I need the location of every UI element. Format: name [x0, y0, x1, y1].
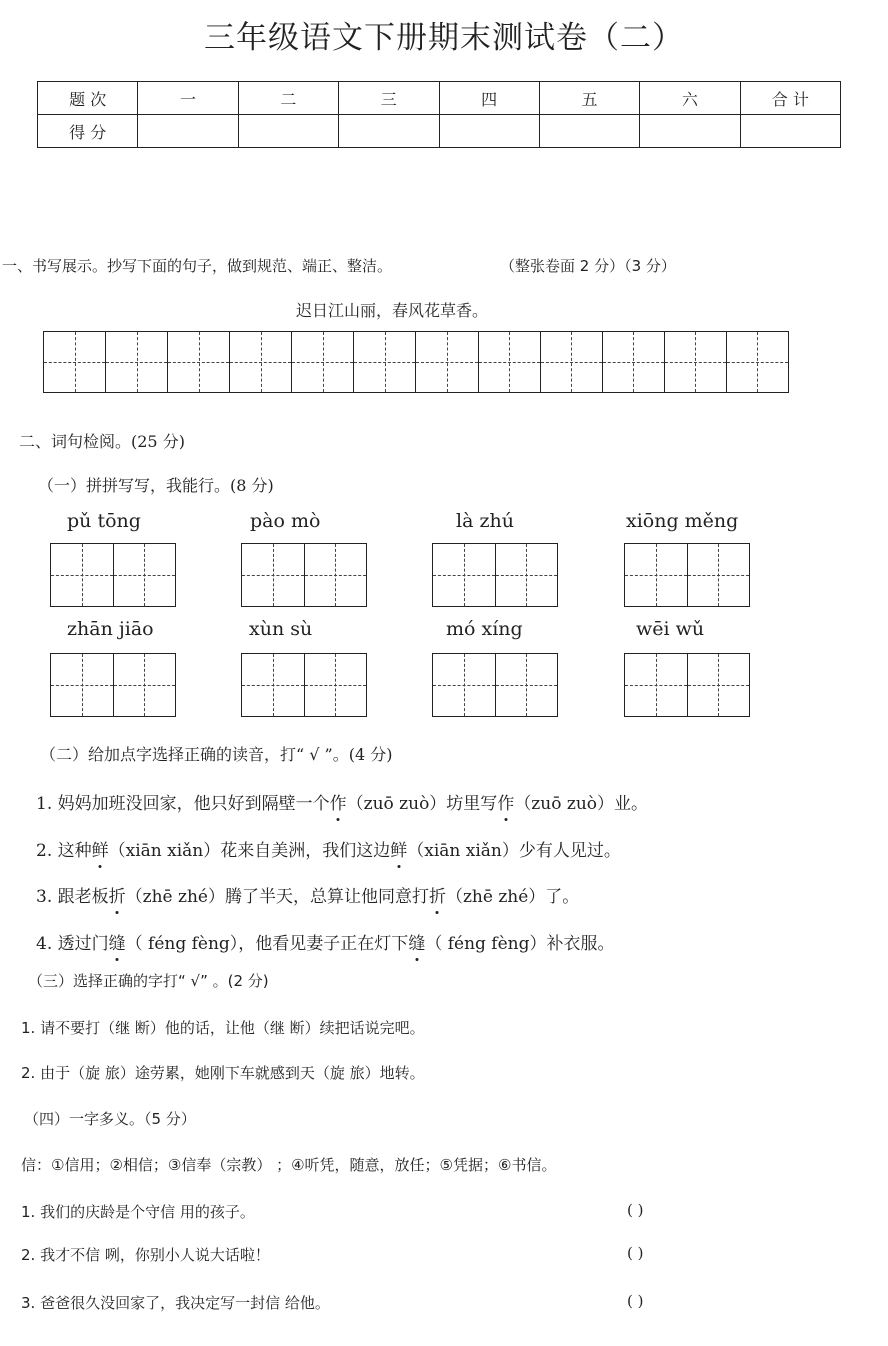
dotted-char: 作 — [329, 794, 347, 814]
score-row-label: 得 分 — [38, 115, 138, 148]
score-cell[interactable] — [138, 115, 238, 148]
answer-parens[interactable]: ( ) — [627, 1244, 644, 1262]
meaning-item: 2. 我才不信 咧，你别小人说大话啦！ — [21, 1246, 270, 1264]
pinyin-label: xiōng měng — [626, 510, 739, 532]
pinyin-label: mó xíng — [446, 618, 523, 640]
section1-points: （整张卷面 2 分）（3 分） — [500, 257, 676, 275]
meaning-item: 1. 我们的庆龄是个守信 用的孩子。 — [21, 1203, 255, 1221]
pinyin-label: pǔ tōng — [67, 510, 141, 532]
grid-cell[interactable] — [292, 332, 354, 392]
dotted-char: 缝 — [108, 934, 126, 954]
score-cell[interactable] — [640, 115, 740, 148]
score-header-cell: 二 — [238, 82, 338, 115]
part3-heading: （三）选择正确的字打“ √” 。(2 分) — [28, 972, 269, 990]
part4-heading: （四）一字多义。（5 分） — [24, 1110, 196, 1128]
pinyin-label: pào mò — [250, 510, 321, 532]
writing-grid[interactable] — [43, 331, 789, 393]
score-cell[interactable] — [740, 115, 840, 148]
score-cell[interactable] — [539, 115, 639, 148]
score-cell[interactable] — [339, 115, 439, 148]
pinyin-label: là zhú — [456, 510, 514, 532]
pronunciation-item: 4. 透过门缝（ féng fèng），他看见妻子正在灯下缝（ féng fèng）补衣服。 — [36, 934, 615, 954]
score-header-cell: 五 — [539, 82, 639, 115]
score-table-score-row — [38, 115, 841, 148]
copy-sentence: 迟日江山丽，春风花草香。 — [296, 301, 489, 320]
answer-box[interactable] — [241, 653, 367, 717]
grid-cell[interactable] — [354, 332, 416, 392]
section2-heading: 二、词句检阅。(25 分) — [19, 432, 185, 451]
score-header-cell: 四 — [439, 82, 539, 115]
pronunciation-item: 2. 这种鲜（xiān xiǎn）花来自美洲，我们这边鲜（xiān xiǎn）少有人见过。 — [36, 841, 621, 861]
grid-cell[interactable] — [44, 332, 106, 392]
grid-cell[interactable] — [479, 332, 541, 392]
char-choice-item: 1. 请不要打（继 断）他的话，让他（继 断）续把话说完吧。 — [21, 1019, 425, 1037]
score-header-cell: 三 — [339, 82, 439, 115]
score-header-cell: 题 次 — [38, 82, 138, 115]
grid-cell[interactable] — [727, 332, 788, 392]
answer-box[interactable] — [432, 653, 558, 717]
grid-cell[interactable] — [416, 332, 478, 392]
answer-box[interactable] — [624, 543, 750, 607]
part1-heading: （一）拼拼写写，我能行。(8 分) — [38, 476, 274, 495]
dotted-char: 缝 — [408, 934, 426, 954]
score-header-cell: 合 计 — [740, 82, 840, 115]
grid-cell[interactable] — [230, 332, 292, 392]
answer-parens[interactable]: ( ) — [627, 1201, 644, 1219]
page-title: 三年级语文下册期末测试卷（二） — [204, 20, 684, 56]
pinyin-label: wēi wǔ — [636, 618, 705, 640]
dotted-char: 鲜 — [390, 841, 408, 861]
grid-cell[interactable] — [541, 332, 603, 392]
score-header-cell: 六 — [640, 82, 740, 115]
pronunciation-item: 3. 跟老板折（zhē zhé）腾了半天，总算让他同意打折（zhē zhé）了。 — [36, 887, 580, 907]
grid-cell[interactable] — [168, 332, 230, 392]
grid-cell[interactable] — [106, 332, 168, 392]
section1-heading: 一、书写展示。抄写下面的句子，做到规范、端正、整洁。 — [2, 257, 393, 275]
dotted-char: 折 — [428, 887, 446, 907]
meanings-list: 信：①信用；②相信；③信奉（宗教） ；④听凭，随意，放任；⑤凭据；⑥书信。 — [21, 1156, 557, 1174]
pinyin-label: zhān jiāo — [67, 618, 154, 640]
grid-cell[interactable] — [603, 332, 665, 392]
score-cell[interactable] — [238, 115, 338, 148]
pinyin-label: xùn sù — [249, 618, 313, 640]
score-table-header-row — [38, 82, 841, 115]
dotted-char: 鲜 — [91, 841, 109, 861]
score-table — [37, 81, 841, 148]
answer-box[interactable] — [50, 653, 176, 717]
dotted-char: 作 — [497, 794, 515, 814]
score-header-cell: 一 — [138, 82, 238, 115]
answer-box[interactable] — [241, 543, 367, 607]
dotted-char: 折 — [108, 887, 126, 907]
char-choice-item: 2. 由于（旋 旅）途劳累，她刚下车就感到天（旋 旅）地转。 — [21, 1064, 425, 1082]
grid-cell[interactable] — [665, 332, 727, 392]
answer-box[interactable] — [624, 653, 750, 717]
meaning-item: 3. 爸爸很久没回家了，我决定写一封信 给他。 — [21, 1294, 330, 1312]
pronunciation-item: 1. 妈妈加班没回家，他只好到隔壁一个作（zuō zuò）坊里写作（zuō zuò）业。 — [36, 794, 648, 814]
answer-box[interactable] — [432, 543, 558, 607]
score-cell[interactable] — [439, 115, 539, 148]
answer-parens[interactable]: ( ) — [627, 1292, 644, 1310]
answer-box[interactable] — [50, 543, 176, 607]
part2-heading: （二）给加点字选择正确的读音，打“ √ ”。(4 分) — [40, 745, 393, 764]
